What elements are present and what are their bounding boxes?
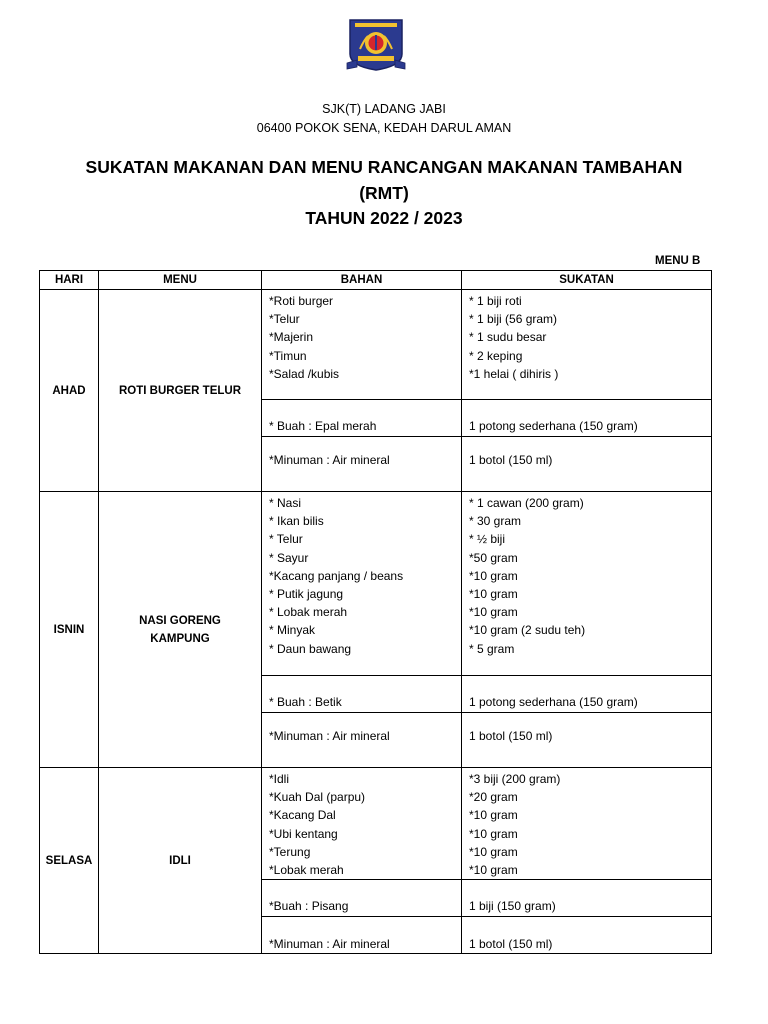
fruit-item: * Buah : Betik [262,676,462,713]
measure: * 1 cawan (200 gram) [469,496,584,510]
document-title-abbrev: (RMT) [359,183,409,203]
document-year: TAHUN 2022 / 2023 [305,208,463,228]
measure: * 1 biji (56 gram) [469,312,558,327]
measure: *10 gram [469,808,518,823]
school-crest-logo [346,16,406,72]
menu-name: ROTI BURGER TELUR [118,384,242,397]
measure: * 1 sudu besar [469,330,547,345]
fruit-item: * Buah : Epal merah [262,400,462,437]
ingredient: * Telur [269,532,303,547]
ingredient: * Ikan bilis [269,514,324,529]
measure: *1 helai ( dihiris ) [469,366,559,381]
ingredient: * Sayur [269,550,309,565]
ingredient: *Timun [269,348,307,363]
ingredient: *Majerin [269,330,314,345]
fruit-item: *Buah : Pisang [262,880,462,917]
measure: * 5 gram [469,641,515,656]
drink-measure: 1 botol (150 ml) [462,917,712,954]
ingredient: * Minyak [269,623,316,638]
menu-name: NASI GORENG [139,614,221,627]
menu-table [39,270,712,954]
ingredient: *Telur [269,312,300,327]
measure: * 2 keping [469,348,523,363]
menu-cell [99,290,262,492]
measure: *10 gram [469,605,518,620]
day-cell: AHAD [40,290,99,492]
bahan-cell [262,492,462,676]
table-header-row [40,271,712,290]
ingredient: *Kuah Dal (parpu) [269,790,366,805]
sukatan-cell [462,492,712,676]
measure: *50 gram [469,550,518,565]
measure: *10 gram [469,826,518,841]
ingredient: *Idli [269,772,290,786]
drink-measure: 1 botol (150 ml) [462,713,712,768]
drink-item: *Minuman : Air mineral [262,437,462,492]
table-row [40,768,712,880]
measure: *10 gram [469,587,518,602]
school-name: SJK(T) LADANG JABI [322,102,446,116]
menu-name: IDLI [169,854,191,867]
ingredient: *Salad /kubis [269,366,340,381]
menu-cell [99,492,262,768]
menu-cell [99,768,262,954]
measure: *3 biji (200 gram) [469,772,561,786]
header-bahan: BAHAN [262,271,462,290]
measure: *20 gram [469,790,518,805]
ingredient: * Daun bawang [269,641,352,656]
fruit-measure: 1 biji (150 gram) [462,880,712,917]
ingredient: *Ubi kentang [269,826,338,841]
ingredient: *Kacang Dal [269,808,336,823]
measure: *10 gram [469,844,518,859]
sukatan-cell [462,290,712,400]
ingredient: *Lobak merah [269,863,344,878]
ingredient: *Roti burger [269,294,334,308]
bahan-cell [262,768,462,880]
ingredient: *Terung [269,844,311,859]
document-title: SUKATAN MAKANAN DAN MENU RANCANGAN MAKANAN TAMBAHAN [85,157,683,177]
drink-item: *Minuman : Air mineral [262,713,462,768]
measure: *10 gram (2 sudu teh) [469,623,586,638]
header-hari: HARI [40,271,99,290]
measure: * 30 gram [469,514,522,529]
day-cell: ISNIN [40,492,99,768]
sukatan-cell [462,768,712,880]
drink-item: *Minuman : Air mineral [262,917,462,954]
measure: * 1 biji roti [469,294,522,308]
menu-label: MENU B [655,255,701,267]
table-row [40,492,712,676]
menu-name: KAMPUNG [150,632,210,645]
header-sukatan: SUKATAN [462,271,712,290]
fruit-measure: 1 potong sederhana (150 gram) [462,676,712,713]
measure: *10 gram [469,568,518,583]
fruit-measure: 1 potong sederhana (150 gram) [462,400,712,437]
ingredient: * Nasi [269,496,302,510]
bahan-cell [262,290,462,400]
school-address: 06400 POKOK SENA, KEDAH DARUL AMAN [256,121,512,135]
table-row [40,290,712,400]
header-menu: MENU [99,271,262,290]
measure: * ½ biji [469,532,506,547]
ingredient: *Kacang panjang / beans [269,568,404,583]
measure: *10 gram [469,863,518,878]
day-cell: SELASA [40,768,99,954]
ingredient: * Putik jagung [269,587,344,602]
drink-measure: 1 botol (150 ml) [462,437,712,492]
ingredient: * Lobak merah [269,605,348,620]
